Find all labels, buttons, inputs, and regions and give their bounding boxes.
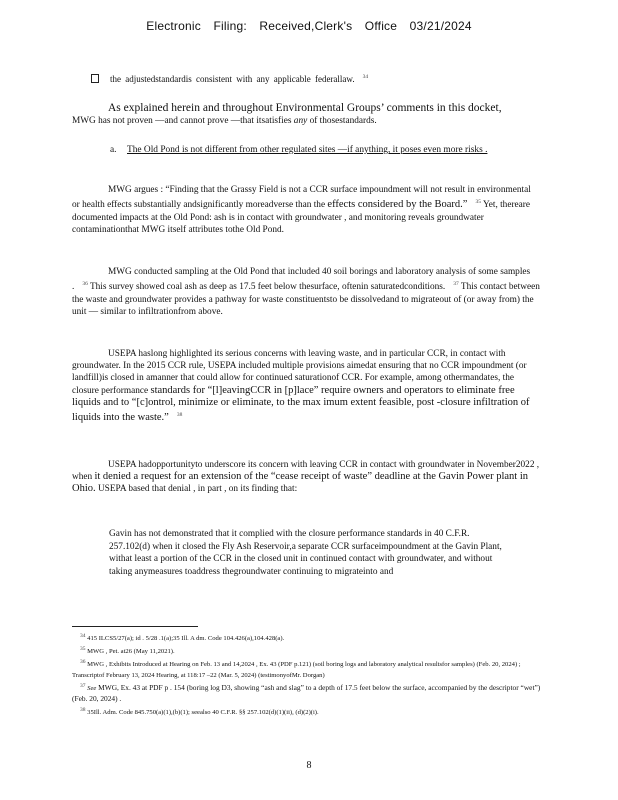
bullet-item bbox=[110, 74, 368, 84]
paragraph-gavin bbox=[72, 459, 540, 496]
footnote-text: MWG , Exhibits Introduced at Hearing on Feb. 13 and 14,2024 , Ex. 43 (PDF p.121) (soil boring logs and laboratory analytical resultsfor samples) (Feb. 20, 2024) ; Transcriptof February 13, 2024 Hearing, at 118:17 –22 (Mar. 5, 2024) (testimonyofMr. Dorgan) bbox=[72, 661, 521, 679]
paragraph-mwg-argues bbox=[72, 184, 540, 236]
paragraph-sampling bbox=[72, 266, 540, 318]
footnotes bbox=[72, 631, 542, 718]
footnote-ref[interactable]: 37 bbox=[453, 281, 459, 288]
block-quote: Gavin has not demonstrated that it complied with the closure performance standards in 40 C.F.R. 257.102(d) when it closed the Fly Ash Reservoir,a separate CCR surfaceimpoundment at the Gavin Plant, withat least a portion of the CCR in the closed unit in continued contact with groundwater, and without taking anymeasures toaddress thegroundwater continuing to migrateinto and bbox=[109, 529, 502, 577]
footnote-number: 37 bbox=[80, 682, 86, 689]
p5-text-1: USEPA hadopportunityto underscore its concern with leaving CCR in contact with groundwater in November2022 , when bbox=[72, 460, 540, 483]
p5-bold: it denied a request for an extension of the “cease receipt of waste” deadline at the Gavin Power plant in Ohio. bbox=[72, 471, 529, 495]
footnote bbox=[72, 644, 542, 657]
footnote-ref[interactable]: 34 bbox=[362, 74, 369, 80]
heading-label: a. bbox=[110, 145, 117, 155]
footnote-number: 38 bbox=[80, 706, 86, 713]
footnote-text: MWG, Ex. 43 at PDF p . 154 (boring log D3, showing “ash and slag” to a depth of 17.5 feet below the surface, accompanied by the descriptor “wet”) (Feb. 20, 2024) . bbox=[72, 682, 541, 703]
p4-text-1: USEPA haslong highlighted its serious concerns with leaving waste, and in particular CCR, in contact with groundwater. In the 2015 CCR rule, USEPA included multiple provisions aimedat ensuring that no CCR impoundment (or landfill)is closed in amanner that could allow for continued saturationof CCR. For example, among othermandates, the closure performance bbox=[72, 349, 527, 396]
bullet-text: the adjustedstandardis consistent with any applicable federallaw. bbox=[110, 74, 355, 84]
footnote bbox=[72, 705, 542, 718]
footnote bbox=[72, 681, 542, 705]
intro-line-1: As explained herein and throughout Environmental Groups’ comments in this docket, bbox=[108, 102, 502, 114]
footnote-ref[interactable]: 35 bbox=[475, 199, 481, 206]
footnote-text: 415 ILCS5/27(a); id . 5/28 .1(a);35 Ill. A dm. Code 104.426(a),104.428(a). bbox=[87, 635, 285, 643]
footnote-signal: See bbox=[87, 684, 97, 692]
p2-text-2: Yet, thereare documented impacts at the Old Pond: ash is in contact with groundwater , and monitoring reveals groundwater contaminationthat MWG itself attributes tothe Old Pond. bbox=[72, 200, 531, 235]
footnote-text: MWG , Pet. at26 (May 11,2021). bbox=[87, 648, 175, 656]
intro-emphasis: any bbox=[293, 116, 308, 126]
p4-quote: standards for “[l]eavingCCR in [p]lace” require owners and operators to eliminate free liquids and to “[c]ontrol, minimize or eliminate, to the max imum extent feasible, post -closure infiltration of liquids into the waste.” bbox=[72, 384, 530, 424]
p3-text-2: This survey showed coal ash as deep as 17.5 feet below thesurface, oftenin saturatedconditions. bbox=[87, 282, 446, 293]
heading-text: The Old Pond is not different from other regulated sites —if anything, it poses even more risks . bbox=[127, 145, 488, 155]
intro-line-2a: MWG has not proven —and cannot prove —that itsatisfies bbox=[72, 116, 292, 126]
paragraph-usepa-concerns bbox=[72, 348, 540, 424]
footnote bbox=[72, 657, 542, 680]
footnote-text: 35Ill. Adm. Code 845.750(a)(1),(b)(1); seealso 40 C.F.R. §§ 257.102(d)(1)(ii), (d)(2)(i). bbox=[87, 708, 319, 716]
filing-header: Electronic Filing: Received,Clerk's Office 03/21/2024 bbox=[146, 19, 472, 33]
p3-text-1: MWG conducted sampling at the Old Pond that included 40 soil borings and laboratory analysis of some samples . bbox=[72, 267, 531, 293]
footnote bbox=[72, 631, 542, 644]
p2-text-1: MWG argues : “Finding that the Grassy Field is not a CCR surface impoundment will not result in environmental or health effects substantially andsignificantly moreadverse than the bbox=[72, 185, 531, 211]
page-number: 8 bbox=[306, 760, 312, 771]
p2-quote: effects considered by the Board.” bbox=[327, 199, 468, 211]
section-heading-a bbox=[110, 144, 530, 156]
footnote-ref[interactable]: 36 bbox=[82, 281, 88, 288]
p5-text-2: USEPA based that denial , in part , on its finding that: bbox=[95, 484, 298, 495]
paragraph-intro bbox=[72, 101, 540, 127]
footnote-number: 34 bbox=[80, 633, 86, 639]
footnote-number: 35 bbox=[80, 646, 86, 653]
footnote-divider bbox=[72, 626, 198, 627]
footnote-ref[interactable]: 38 bbox=[176, 412, 183, 419]
box-bullet-icon bbox=[91, 74, 99, 85]
intro-line-2c: of thosestandards. bbox=[309, 116, 377, 126]
footnote-number: 36 bbox=[80, 659, 86, 666]
p3-text-3: This contact between the waste and groundwater provides a pathway for waste constituentsto be dissolvedand to migrateout of (or away from) the unit — similar to infiltrationfrom above. bbox=[72, 282, 540, 317]
